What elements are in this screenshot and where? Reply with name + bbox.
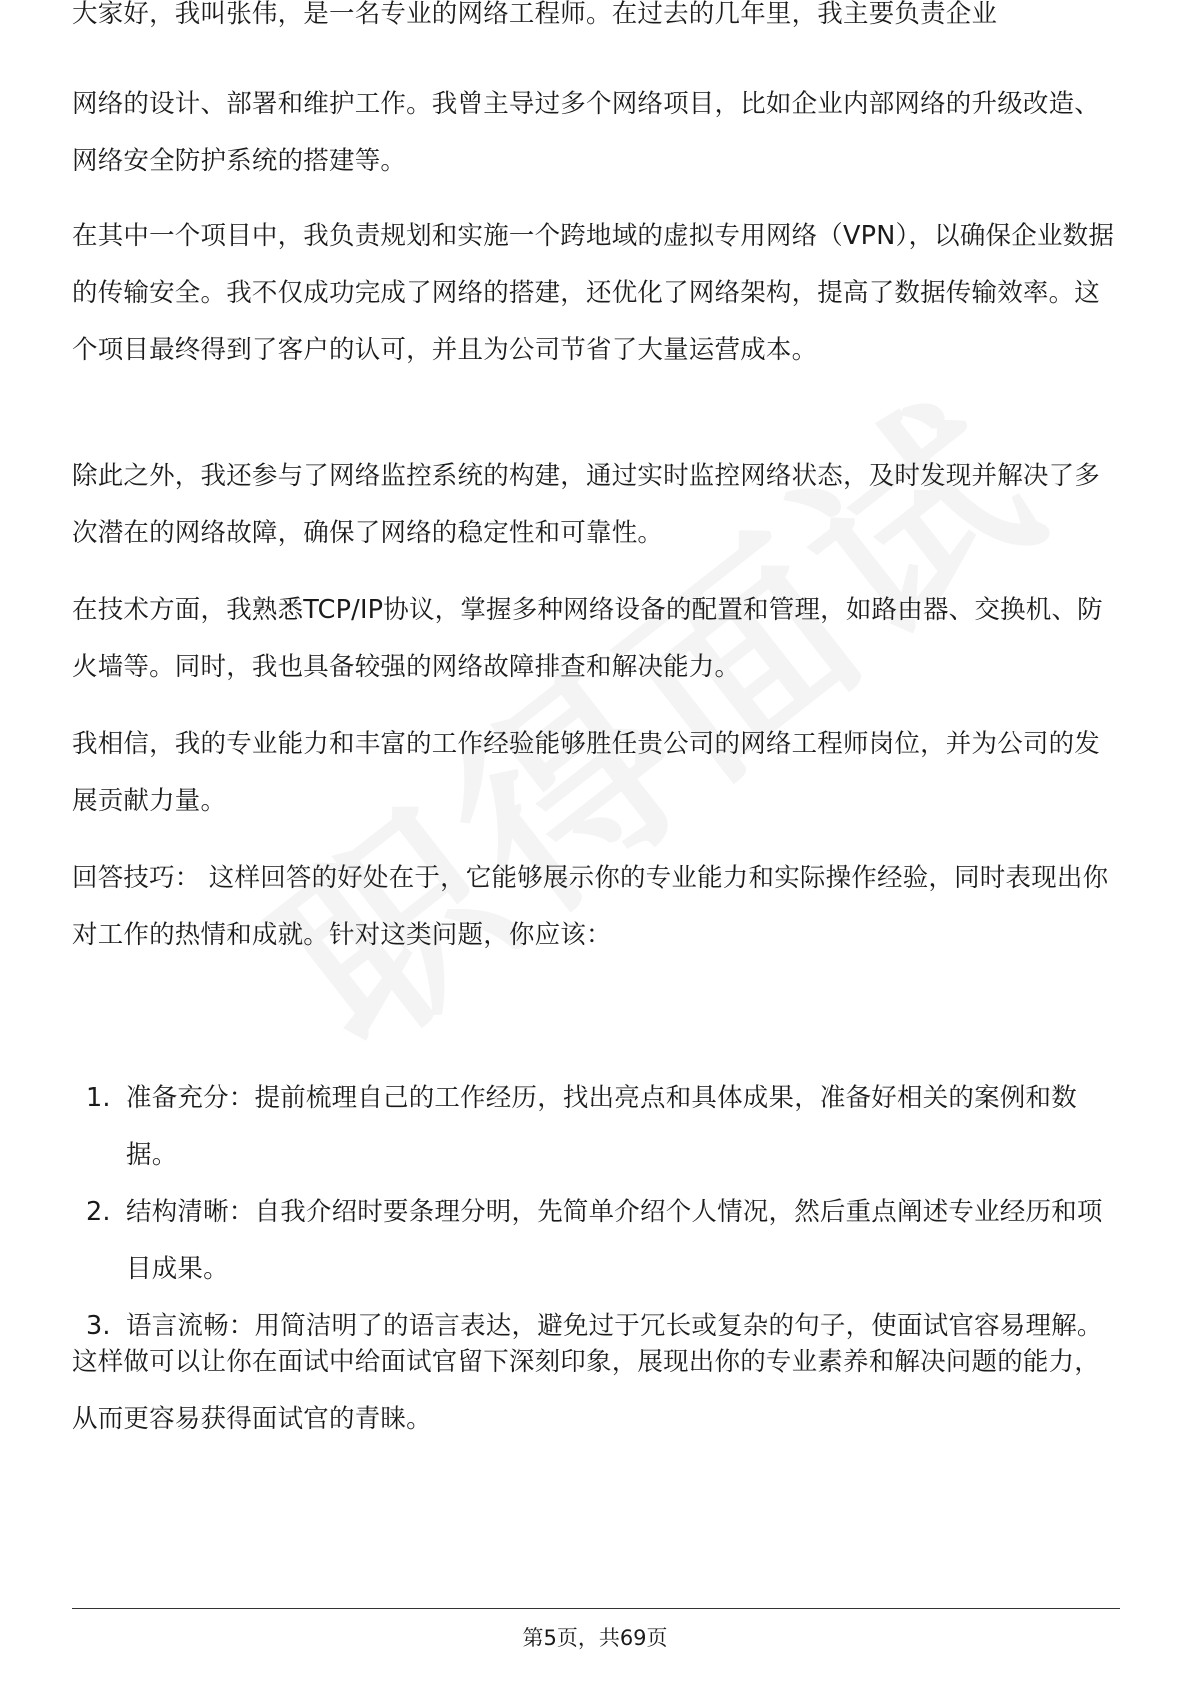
paragraph-vpn-project: 在其中一个项目中，我负责规划和实施一个跨地域的虚拟专用网络（VPN），以确保企业数据的传输安全。我不仅成功完成了网络的搭建，还优化了网络架构，提高了数据传输效率。这个项目最终得到了客户的认可，并且为公司节省了大量运营成本。 — [72, 221, 1115, 365]
list-item: 3. 语言流畅：用简洁明了的语言表达，避免过于冗长或复杂的句子，使面试官容易理解。 — [86, 1311, 1103, 1341]
paragraph-monitoring: 除此之外，我还参与了网络监控系统的构建，通过实时监控网络状态，及时发现并解决了多次潜在的网络故障，确保了网络的稳定性和可靠性。 — [72, 461, 1101, 548]
paragraph-closing: 这样做可以让你在面试中给面试官留下深刻印象，展现出你的专业素养和解决问题的能力，从而更容易获得面试官的青睐。 — [72, 1347, 1101, 1434]
watermark — [202, 315, 1097, 1107]
list-item: 1. 准备充分：提前梳理自己的工作经历，找出亮点和具体成果，准备好相关的案例和数据。 — [86, 1083, 1077, 1170]
paragraph-intro: 网络的设计、部署和维护工作。我曾主导过多个网络项目，比如企业内部网络的升级改造、网络安全防护系统的搭建等。 — [72, 89, 1101, 176]
footer-divider — [72, 1608, 1120, 1609]
tips-list — [72, 1070, 1120, 1355]
paragraph-conclusion: 我相信，我的专业能力和丰富的工作经验能够胜任贵公司的网络工程师岗位，并为公司的发展贡献力量。 — [72, 729, 1101, 816]
paragraph-cut-top: 大家好，我叫张伟，是一名专业的网络工程师。在过去的几年里，我主要负责企业 — [72, 0, 998, 29]
paragraph-technical: 在技术方面，我熟悉TCP/IP协议，掌握多种网络设备的配置和管理，如路由器、交换机、防火墙等。同时，我也具备较强的网络故障排查和解决能力。 — [72, 595, 1103, 682]
page-number: 第5页，共69页 — [522, 1626, 668, 1650]
list-item: 2. 结构清晰：自我介绍时要条理分明，先简单介绍个人情况，然后重点阐述专业经历和项目成果。 — [86, 1197, 1103, 1284]
paragraph-answer-tips: 回答技巧： 这样回答的好处在于，它能够展示你的专业能力和实际操作经验，同时表现出你对工作的热情和成就。针对这类问题，你应该： — [72, 863, 1109, 950]
